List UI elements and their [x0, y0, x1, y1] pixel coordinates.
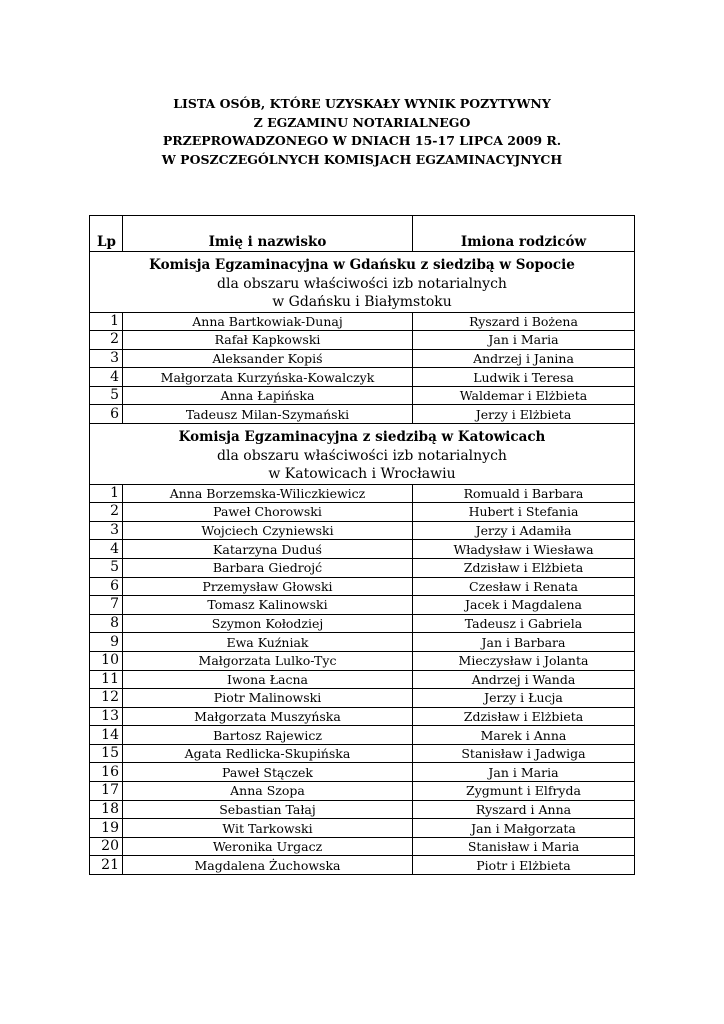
section-title-cell — [90, 252, 635, 313]
row-number: 16 — [90, 763, 123, 782]
person-name: Aleksander Kopiś — [123, 349, 413, 368]
person-name: Sebastian Tałaj — [123, 800, 413, 819]
table-row — [90, 405, 635, 424]
person-name: Ewa Kuźniak — [123, 633, 413, 652]
parents-names: Ludwik i Teresa — [413, 368, 635, 387]
section-subheading: w Katowicach i Wrocławiu — [268, 466, 456, 483]
table-row — [90, 540, 635, 559]
row-number: 5 — [90, 386, 123, 405]
parents-names: Andrzej i Wanda — [413, 670, 635, 689]
row-number: 4 — [90, 368, 123, 387]
row-number: 21 — [90, 856, 123, 875]
parents-names: Piotr i Elżbieta — [413, 856, 635, 875]
parents-names: Jerzy i Adamiła — [413, 521, 635, 540]
row-number: 1 — [90, 312, 123, 331]
person-name: Wit Tarkowski — [123, 819, 413, 838]
person-name: Piotr Malinowski — [123, 689, 413, 708]
row-number: 14 — [90, 726, 123, 745]
parents-names: Jacek i Magdalena — [413, 596, 635, 615]
person-name: Magdalena Żuchowska — [123, 856, 413, 875]
row-number: 3 — [90, 521, 123, 540]
parents-names: Stanisław i Maria — [413, 837, 635, 856]
row-number: 13 — [90, 707, 123, 726]
table-row — [90, 596, 635, 615]
person-name: Anna Bartkowiak-Dunaj — [123, 312, 413, 331]
person-name: Małgorzata Lulko-Tyc — [123, 651, 413, 670]
table-row — [90, 633, 635, 652]
person-name: Barbara Giedrojć — [123, 558, 413, 577]
row-number: 1 — [90, 484, 123, 503]
section-heading: Komisja Egzaminacyjna w Gdańsku z siedzibą w Sopocie — [149, 257, 575, 273]
parents-names: Jan i Maria — [413, 763, 635, 782]
row-number: 4 — [90, 540, 123, 559]
parents-names: Romuald i Barbara — [413, 484, 635, 503]
row-number: 18 — [90, 800, 123, 819]
table-row — [90, 614, 635, 633]
person-name: Anna Borzemska-Wiliczkiewicz — [123, 484, 413, 503]
parents-names: Jerzy i Łucja — [413, 689, 635, 708]
person-name: Anna Łapińska — [123, 386, 413, 405]
header-parents: Imiona rodziców — [413, 216, 635, 252]
title-line: Z EGZAMINU NOTARIALNEGO — [253, 114, 471, 130]
parents-names: Tadeusz i Gabriela — [413, 614, 635, 633]
table-row — [90, 521, 635, 540]
parents-names: Ryszard i Anna — [413, 800, 635, 819]
parents-names: Czesław i Renata — [413, 577, 635, 596]
table-row — [90, 349, 635, 368]
row-number: 2 — [90, 503, 123, 522]
person-name: Paweł Stączek — [123, 763, 413, 782]
parents-names: Mieczysław i Jolanta — [413, 651, 635, 670]
row-number: 8 — [90, 614, 123, 633]
person-name: Tomasz Kalinowski — [123, 596, 413, 615]
row-number: 5 — [90, 558, 123, 577]
parents-names: Waldemar i Elżbieta — [413, 386, 635, 405]
table-row — [90, 707, 635, 726]
row-number: 7 — [90, 596, 123, 615]
person-name: Wojciech Czyniewski — [123, 521, 413, 540]
table-row — [90, 558, 635, 577]
table-row — [90, 726, 635, 745]
row-number: 11 — [90, 670, 123, 689]
parents-names: Władysław i Wiesława — [413, 540, 635, 559]
person-name: Przemysław Głowski — [123, 577, 413, 596]
parents-names: Marek i Anna — [413, 726, 635, 745]
title-line: W POSZCZEGÓLNYCH KOMISJACH EGZAMINACYJNYCH — [161, 151, 563, 167]
table-row — [90, 386, 635, 405]
parents-names: Hubert i Stefania — [413, 503, 635, 522]
table-row — [90, 800, 635, 819]
person-name: Szymon Kołodziej — [123, 614, 413, 633]
table-row — [90, 856, 635, 875]
section-subheading: w Gdańsku i Białymstoku — [272, 294, 452, 310]
person-name: Anna Szopa — [123, 782, 413, 801]
table-row — [90, 312, 635, 331]
person-name: Weronika Urgacz — [123, 837, 413, 856]
person-name: Małgorzata Kurzyńska-Kowalczyk — [123, 368, 413, 387]
row-number: 3 — [90, 349, 123, 368]
section-subheading: dla obszaru właściwości izb notarialnych — [217, 275, 507, 292]
parents-names: Jan i Barbara — [413, 633, 635, 652]
parents-names: Jan i Małgorzata — [413, 819, 635, 838]
parents-names: Zdzisław i Elżbieta — [413, 558, 635, 577]
row-number: 19 — [90, 819, 123, 838]
table-row — [90, 503, 635, 522]
parents-names: Stanisław i Jadwiga — [413, 744, 635, 763]
table-row — [90, 819, 635, 838]
title-line: PRZEPROWADZONEGO W DNIACH 15-17 LIPCA 2009 R. — [162, 133, 562, 148]
table-row — [90, 670, 635, 689]
row-number: 10 — [90, 651, 123, 670]
parents-names: Jerzy i Elżbieta — [413, 405, 635, 424]
person-name: Tadeusz Milan-Szymański — [123, 405, 413, 424]
parents-names: Jan i Maria — [413, 331, 635, 350]
table-row — [90, 763, 635, 782]
row-number: 12 — [90, 689, 123, 708]
commission-section-header — [90, 252, 635, 313]
section-subheading: dla obszaru właściwości izb notarialnych — [217, 447, 507, 464]
row-number: 6 — [90, 577, 123, 596]
document-title — [0, 95, 724, 169]
person-name: Iwona Łacna — [123, 670, 413, 689]
table-row — [90, 331, 635, 350]
header-lp: Lp — [90, 216, 123, 252]
person-name: Agata Redlicka-Skupińska — [123, 744, 413, 763]
parents-names: Ryszard i Bożena — [413, 312, 635, 331]
row-number: 17 — [90, 782, 123, 801]
table-row — [90, 689, 635, 708]
person-name: Małgorzata Muszyńska — [123, 707, 413, 726]
results-table — [89, 215, 635, 875]
row-number: 15 — [90, 744, 123, 763]
row-number: 9 — [90, 633, 123, 652]
title-line: LISTA OSÓB, KTÓRE UZYSKAŁY WYNIK POZYTYWNY — [173, 96, 551, 111]
table-row — [90, 577, 635, 596]
section-title-cell — [90, 424, 635, 485]
parents-names: Andrzej i Janina — [413, 349, 635, 368]
row-number: 6 — [90, 405, 123, 424]
table-row — [90, 744, 635, 763]
row-number: 20 — [90, 837, 123, 856]
table-row — [90, 651, 635, 670]
commission-section-header — [90, 424, 635, 485]
person-name: Katarzyna Duduś — [123, 540, 413, 559]
section-heading: Komisja Egzaminacyjna z siedzibą w Katowicach — [178, 429, 546, 446]
person-name: Bartosz Rajewicz — [123, 726, 413, 745]
parents-names: Zdzisław i Elżbieta — [413, 707, 635, 726]
header-name: Imię i nazwisko — [123, 216, 413, 252]
table-row — [90, 782, 635, 801]
table-row — [90, 484, 635, 503]
parents-names: Zygmunt i Elfryda — [413, 782, 635, 801]
table-row — [90, 837, 635, 856]
person-name: Rafał Kapkowski — [123, 331, 413, 350]
table-header-row — [90, 216, 635, 252]
person-name: Paweł Chorowski — [123, 503, 413, 522]
table-row — [90, 368, 635, 387]
row-number: 2 — [90, 331, 123, 350]
